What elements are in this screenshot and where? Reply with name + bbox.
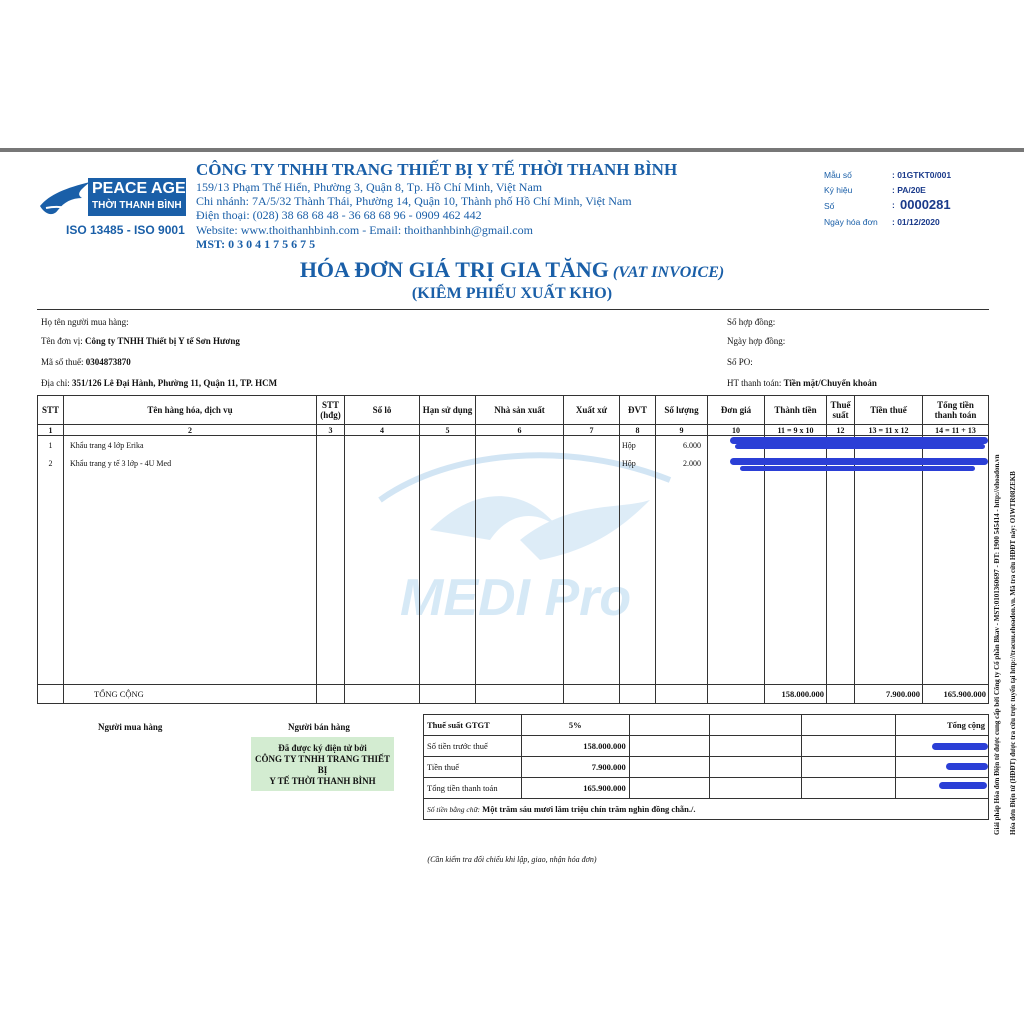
form-value: : 01GTKT0/001: [892, 170, 952, 180]
signed-line-1: Đã được ký điện tử bởi: [278, 743, 367, 753]
top-divider: [0, 148, 1024, 152]
po-label: Số PO:: [727, 357, 753, 367]
buyer-name-label: Họ tên người mua hàng:: [41, 317, 129, 327]
num-cell: 14 = 11 + 13: [923, 425, 989, 436]
title-sub: (KIÊM PHIẾU XUẤT KHO): [411, 285, 613, 302]
table-body: [38, 436, 989, 685]
amount-words-row: [424, 799, 989, 820]
name-cell: [64, 436, 317, 685]
total-amount: 158.000.000: [765, 685, 827, 704]
col-tax: Tiền thuế: [855, 396, 923, 425]
empty-cell: [708, 436, 765, 685]
payment-method: Tiền mặt/Chuyển khoản: [783, 378, 877, 388]
empty-cell: [709, 715, 802, 736]
num-cell: 4: [345, 425, 420, 436]
symbol-value: : PA/20E: [892, 185, 926, 195]
empty-cell: [38, 685, 64, 704]
pretax-row: [424, 736, 989, 757]
empty-cell: [620, 685, 656, 704]
buyer-address-label: Địa chỉ:: [41, 378, 70, 388]
empty-cell: [709, 778, 802, 799]
tax-label: Tiền thuế: [424, 757, 522, 778]
empty-cell: [476, 436, 564, 685]
num-cell: 13 = 11 x 12: [855, 425, 923, 436]
stt-cell: [38, 436, 64, 685]
title-main: HÓA ĐƠN GIÁ TRỊ GIA TĂNG: [299, 257, 609, 282]
invoice-title: [0, 257, 1024, 283]
company-web: Website: www.thoithanhbinh.com - Email: thoithanhbinh@gmail.com: [196, 223, 533, 237]
empty-cell: [827, 436, 855, 685]
date-label: Ngày hóa đơn: [824, 217, 878, 227]
row-qty: 6.000: [683, 441, 701, 450]
redaction-mark: [946, 763, 988, 770]
buyer-address: 351/126 Lê Đại Hành, Phường 11, Quận 11, TP. HCM: [72, 378, 278, 388]
empty-cell: [564, 436, 620, 685]
lookup-note: Hóa đơn Điện tử (HĐĐT) được tra cứu trực tuyến tại http://tracuu.ehoadon.vn. Mã tra cứu HĐĐT này: O1WTR08ZEKB: [1009, 471, 1017, 835]
date-value: : 01/12/2020: [892, 217, 940, 227]
buyer-unit: Công ty TNHH Thiết bị Y tế Sơn Hương: [85, 336, 240, 346]
empty-cell: [629, 736, 709, 757]
logo-subtext: THỜI THANH BÌNH: [92, 200, 182, 211]
company-mst: MST: 0 3 0 4 1 7 5 6 7 5: [196, 237, 316, 251]
number-colon: :: [892, 200, 895, 210]
num-cell: 8: [620, 425, 656, 436]
header-divider: [37, 309, 989, 310]
redaction-mark: [932, 743, 988, 750]
num-cell: 1: [38, 425, 64, 436]
empty-cell: [629, 757, 709, 778]
row-stt: 1: [48, 441, 53, 450]
row-qty: 2.000: [683, 459, 701, 468]
company-address: 159/13 Phạm Thế Hiển, Phường 3, Quận 8, Tp. Hồ Chí Minh, Việt Nam: [196, 180, 543, 194]
col-stt: STT: [38, 396, 64, 425]
total-column-label: Tổng cộng: [896, 715, 989, 736]
empty-cell: [855, 436, 923, 685]
empty-cell: [317, 436, 345, 685]
row-unit: Hộp: [622, 441, 636, 450]
col-price: Đơn giá: [708, 396, 765, 425]
empty-cell: [317, 685, 345, 704]
buyer-tax-row: [41, 357, 131, 367]
invoice-number: 0000281: [900, 197, 951, 212]
redaction-mark: [730, 437, 988, 444]
pretax-label: Số tiền trước thuế: [424, 736, 522, 757]
empty-cell: [765, 436, 827, 685]
title-en: (VAT INVOICE): [612, 264, 725, 281]
col-manufacturer: Nhà sản xuất: [476, 396, 564, 425]
row-unit: Hộp: [622, 459, 636, 468]
column-number-row: [38, 425, 989, 436]
buyer-tax-label: Mã số thuế:: [41, 357, 84, 367]
tax-value: 7.900.000: [521, 757, 629, 778]
symbol-label: Ký hiệu: [824, 185, 853, 195]
payment-total-label: Tổng tiền thanh toán: [424, 778, 522, 799]
iso-certification: ISO 13485 - ISO 9001: [66, 223, 185, 237]
empty-cell: [802, 757, 896, 778]
vat-rate: 5%: [521, 715, 629, 736]
row-stt: 2: [48, 459, 53, 468]
e-signature-box: [251, 737, 394, 791]
empty-cell: [923, 436, 989, 685]
amount-words-cell: [424, 799, 989, 820]
num-cell: 3: [317, 425, 345, 436]
total-payment: 165.900.000: [923, 685, 989, 704]
total-label: TỔNG CỘNG: [64, 685, 317, 704]
row-name: Khẩu trang y tế 3 lớp - 4U Med: [70, 459, 172, 468]
vat-rate-label: Thuế suất GTGT: [424, 715, 522, 736]
empty-cell: [629, 778, 709, 799]
watermark-text: MEDI Pro: [400, 569, 632, 627]
row-name: Khẩu trang 4 lớp Erika: [70, 441, 144, 450]
buyer-tax: 0304873870: [85, 357, 131, 367]
empty-cell: [709, 757, 802, 778]
redaction-mark: [730, 458, 988, 465]
form-label: Mẫu số: [824, 170, 852, 180]
num-cell: 5: [420, 425, 476, 436]
num-cell: 12: [827, 425, 855, 436]
empty-cell: [656, 685, 708, 704]
num-cell: 10: [708, 425, 765, 436]
amount-words: Một trăm sáu mươi lăm triệu chín trăm nghìn đồng chẵn./.: [482, 804, 696, 814]
empty-cell: [802, 778, 896, 799]
total-tax: 7.900.000: [855, 685, 923, 704]
col-expiry: Hạn sử dụng: [420, 396, 476, 425]
col-stt-hdg: STT (hđg): [317, 396, 345, 425]
col-total: Tổng tiền thanh toán: [923, 396, 989, 425]
company-branch: Chi nhánh: 7A/5/32 Thành Thái, Phường 14, Quận 10, Thành phố Hồ Chí Minh, Việt Nam: [196, 194, 632, 208]
total-row: [38, 685, 989, 704]
buyer-unit-row: [41, 336, 240, 346]
pretax-value: 158.000.000: [521, 736, 629, 757]
tax-row: [424, 757, 989, 778]
buyer-address-row: [41, 378, 277, 388]
logo-text: PEACE AGE: [92, 180, 186, 197]
empty-cell: [345, 685, 420, 704]
empty-cell: [802, 715, 896, 736]
empty-cell: [345, 436, 420, 685]
buyer-unit-label: Tên đơn vị:: [41, 336, 83, 346]
provider-note: Giải pháp Hóa đơn Điện tử được cung cấp bởi Công ty Cổ phần Bkav - MST:0101360697 - ĐT: 1900 545414 - http://ehoadon.vn: [993, 454, 1001, 835]
payment-row: [727, 378, 877, 388]
unit-cell: [620, 436, 656, 685]
empty-cell: [827, 685, 855, 704]
seller-signature-label: Người bán hàng: [288, 722, 350, 732]
payment-label: HT thanh toán:: [727, 378, 782, 388]
payment-total-row: [424, 778, 989, 799]
col-tax-rate: Thuế suất: [827, 396, 855, 425]
redaction-mark: [740, 466, 975, 471]
num-cell: 7: [564, 425, 620, 436]
col-unit: ĐVT: [620, 396, 656, 425]
num-cell: 9: [656, 425, 708, 436]
num-cell: 6: [476, 425, 564, 436]
qty-cell: [656, 436, 708, 685]
payment-total-value: 165.900.000: [521, 778, 629, 799]
empty-cell: [629, 715, 709, 736]
dove-logo-icon: [36, 176, 96, 220]
empty-cell: [420, 436, 476, 685]
empty-cell: [708, 685, 765, 704]
signed-line-3: Y TẾ THỜI THANH BÌNH: [269, 776, 376, 786]
empty-cell: [709, 736, 802, 757]
number-label: Số: [824, 201, 835, 211]
col-origin: Xuất xứ: [564, 396, 620, 425]
contract-date-label: Ngày hợp đồng:: [727, 336, 786, 346]
amount-words-label: Số tiền bằng chữ:: [427, 805, 481, 814]
contract-label: Số hợp đồng:: [727, 317, 776, 327]
empty-cell: [564, 685, 620, 704]
col-qty: Số lượng: [656, 396, 708, 425]
table-header: [38, 396, 989, 425]
num-cell: 2: [64, 425, 317, 436]
col-name: Tên hàng hóa, dịch vụ: [64, 396, 317, 425]
empty-cell: [476, 685, 564, 704]
company-name: CÔNG TY TNHH TRANG THIẾT BỊ Y TẾ THỜI THANH BÌNH: [196, 160, 678, 179]
redaction-mark: [735, 444, 985, 449]
buyer-signature-label: Người mua hàng: [98, 722, 163, 732]
col-amount: Thành tiền: [765, 396, 827, 425]
summary-table: [423, 714, 989, 820]
redaction-mark: [939, 782, 987, 789]
footer-note: (Cần kiểm tra đối chiếu khi lập, giao, nhận hóa đơn): [427, 855, 597, 864]
signed-line-2: CÔNG TY TNHH TRANG THIẾT BỊ: [254, 754, 391, 775]
col-lot: Số lô: [345, 396, 420, 425]
num-cell: 11 = 9 x 10: [765, 425, 827, 436]
company-phone: Điện thoại: (028) 38 68 68 48 - 36 68 68 96 - 0909 462 442: [196, 208, 482, 222]
summary-header-row: [424, 715, 989, 736]
empty-cell: [802, 736, 896, 757]
empty-cell: [420, 685, 476, 704]
